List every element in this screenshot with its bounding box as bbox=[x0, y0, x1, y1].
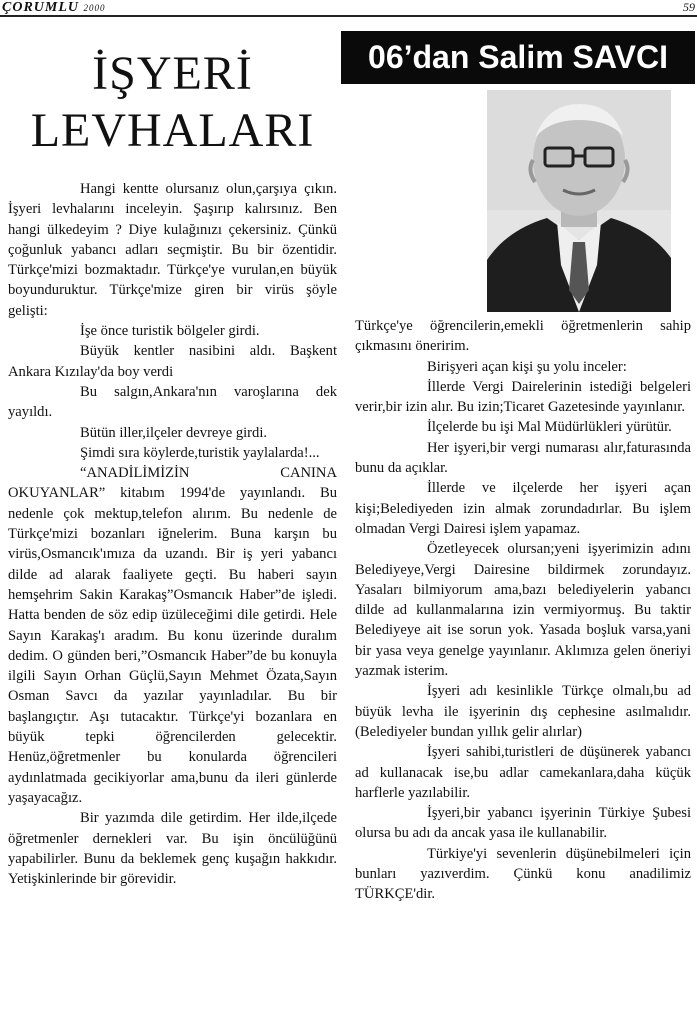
paragraph: Türkçe'ye öğrencilerin,emekli öğretmenlerin sahip çıkmasını öneririm. bbox=[355, 318, 691, 355]
right-column bbox=[355, 316, 691, 905]
paragraph: Bütün iller,ilçeler devreye girdi. bbox=[80, 424, 268, 441]
paragraph: İlçelerde bu işi Mal Müdürlükleri yürütür. bbox=[427, 419, 672, 436]
page-header bbox=[0, 0, 697, 16]
paragraph: Bu salgın,Ankara'nın varoşlarına dek yayıldı. bbox=[8, 383, 337, 421]
paragraph: “ANADİLİMİZİN CANINA OKUYANLAR” kitabım 1994'de yayınlandı. Bu nedenle çok mektup,telefon alırım. Bu nedenle de Türkçe'mizi bozanları iğnelerim. Buna karşın bu virüs,Osmancık'ımıza da uzandı. Bir iş yeri yabancı dilde ad alarak faaliyete geçti. Bu haberi sayın hemşehrim Sakin Karakaş”Osmancık Haber”de işledi. Hatta benden de söz edip üzüleceğimi dile getirdi. Hele Sayın Karakaş'ı aradım. Bu konu üzerinde duralım dedim. O günden beri,”Osmancık Haber”de bu konuyla ilgili Sayın Orhan Güçlü,Sayın Mehmet Özata,Sayın Osman Savcı da yazılar yayınladılar. Bu bir başlangıçtır. Aşı tutacaktır. Türkçe'yi bozanlara en büyük tepki öğrencilerden gelecektir. Henüz,öğretmenler bu konularda öğrencileri aydınlatmada gecikiyorlar ama,bunu da ileri günlerde yaşayacağız. bbox=[8, 465, 337, 806]
paragraph: Bir yazımda dile getirdim. Her ilde,ilçede öğretmenler dernekleri var. Bu işin öncülüğünü yapabilirler. Bunu da beklemek genç kuşağın hakkıdır. Yetişkinlerinde bir görevidir. bbox=[8, 810, 337, 888]
paragraph: Büyük kentler nasibini aldı. Başkent Ankara Kızılay'da boy verdi bbox=[8, 343, 337, 380]
paragraph: Türkiye'yi sevenlerin düşünebilmeleri için bunları yazıverdim. Çünkü konu anadilimiz TÜRKÇE'dir. bbox=[355, 845, 691, 903]
paragraph: İşyeri sahibi,turistleri de düşünerek yabancı ad kullanacak ise,bu adlar camekanlara,daha küçük harflerle yazılabilir. bbox=[355, 744, 691, 801]
author-banner: 06’dan Salim SAVCI bbox=[341, 31, 695, 84]
title-line-1: İŞYERİ bbox=[92, 47, 253, 100]
paragraph: Hangi kentte olursanız olun,çarşıya çıkın. İşyeri levhalarını inceleyin. Şaşırıp kalırsınız. Ben hangi ülkedeyim ? Diye kulağınızı çekersiniz. Çünkü çoğunluk yabancı adları seçmiştir. Bu bir özentidir. Türkçe'mizi bozmaktadır. Türkçe'ye vurulan,en büyük boyunduruktur. Türkçe'mize giren bir virüs şöyle gelişti: bbox=[8, 181, 337, 319]
paragraph: İllerde Vergi Dairelerinin istediği belgeleri verir,bir izin alır. Bu izin;Ticaret Gazetesinde yayınlanır. bbox=[355, 378, 691, 416]
page-number: 59 bbox=[683, 0, 695, 14]
paragraph: İşyeri,bir yabancı işyerinin Türkiye Şubesi olursa bu adı da ancak yasa ile kullanabilir. bbox=[355, 805, 691, 842]
article-title bbox=[0, 45, 345, 159]
header-rule bbox=[0, 15, 697, 17]
portrait-image bbox=[487, 90, 671, 312]
left-column bbox=[8, 179, 337, 889]
paragraph: Her işyeri,bir vergi numarası alır,faturasında bunu da açıklar. bbox=[355, 439, 691, 477]
paragraph: Birişyeri açan kişi şu yolu inceler: bbox=[427, 358, 627, 375]
paragraph: İllerde ve ilçelerde her işyeri açan kişi;Belediyeden izin almak zorundadırlar. Bu işlem olmadan Vergi Dairesi işlem yapamaz. bbox=[355, 480, 691, 537]
paragraph: İşyeri adı kesinlikle Türkçe olmalı,bu ad büyük levha ile işyerinin dış cephesine asılmalıdır. (Belediyeler bundan yıllık gelir alırlar) bbox=[355, 683, 691, 740]
magazine-name: ÇORUMLU 2000 bbox=[2, 0, 106, 15]
paragraph: İşe önce turistik bölgeler girdi. bbox=[80, 323, 260, 340]
magazine-year: 2000 bbox=[83, 3, 106, 13]
title-line-2: LEVHALARI bbox=[30, 104, 315, 157]
paragraph: Şimdi sıra köylerde,turistik yaylalarda!... bbox=[80, 444, 320, 461]
author-photo bbox=[487, 90, 671, 312]
paragraph: Özetleyecek olursan;yeni işyerimizin adını Belediyeye,Vergi Dairesine bildirmek zorundayız. Yasaları bilmiyorum ama,bazı belediyelerin yabancı dilde ad kullanmalarına izin vermiyormuş. Bu taktir Belediyeye ait ise sorun yok. Yasada boşluk varsa,yani bir yasa veya genelge yayınlanır. Aklımıza gelen öneriyi yazmak isterim. bbox=[355, 541, 691, 680]
